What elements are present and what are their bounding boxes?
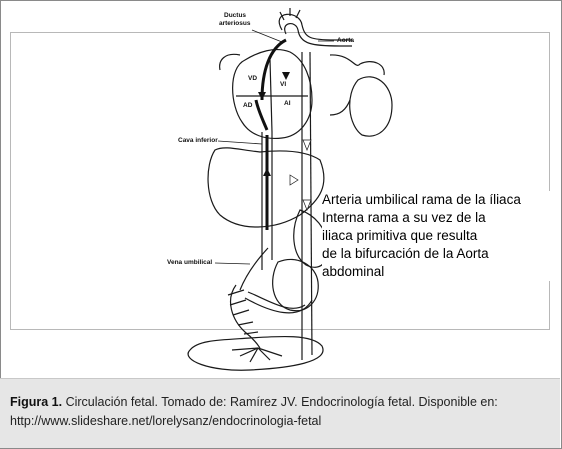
ductus-flow — [262, 40, 286, 100]
white-flow-arrow-1 — [303, 140, 311, 150]
label-vd: VD — [248, 75, 258, 82]
label-vena-umbilical: Vena umbilical — [167, 259, 213, 266]
annotation-line: abdominal — [322, 264, 385, 279]
flow-arrowhead-3 — [282, 72, 290, 80]
leader-cava — [218, 141, 262, 144]
right-lung — [350, 77, 392, 136]
white-flow-arrow-2 — [303, 200, 311, 210]
lung-vessel — [330, 100, 350, 115]
annotation-line: iliaca primitiva que resulta — [322, 228, 478, 243]
placenta-vessels — [232, 348, 282, 362]
leader-ductus — [252, 30, 282, 42]
atrial-flow — [256, 100, 267, 130]
figure-caption-box — [0, 378, 560, 448]
umbilical-artery-annotation — [322, 191, 550, 281]
caption-label: Figura 1. — [10, 395, 63, 409]
label-cava-inferior: Cava inferior — [178, 137, 218, 144]
umbilical-vein — [240, 248, 268, 290]
annotation-line: Interna rama a su vez de la — [322, 210, 486, 225]
arch-branches — [280, 8, 300, 20]
label-aorta: Aorta — [337, 37, 354, 44]
annotation-line: Arteria umbilical rama de la íliaca — [322, 192, 521, 207]
caption-text: Circulación fetal. Tomado de: Ramírez JV. Endocrinología fetal. Disponible en: — [62, 395, 498, 409]
label-arteriosus: arteriosus — [219, 20, 251, 27]
label-ad: AD — [243, 102, 253, 109]
subclavian-left — [330, 55, 384, 75]
label-ductus: Ductus — [224, 12, 247, 19]
figure-caption — [10, 393, 555, 431]
annotation-line: de la bifurcación de la Aorta — [322, 246, 489, 261]
white-flow-arrow-3 — [290, 175, 298, 185]
label-vi: VI — [280, 81, 287, 88]
label-ai: AI — [284, 100, 291, 107]
flow-arrowhead-2 — [263, 168, 271, 176]
leader-vena-umbilical — [215, 263, 250, 264]
caption-url[interactable]: http://www.slideshare.net/lorelysanz/endocrinologia-fetal — [10, 414, 322, 428]
